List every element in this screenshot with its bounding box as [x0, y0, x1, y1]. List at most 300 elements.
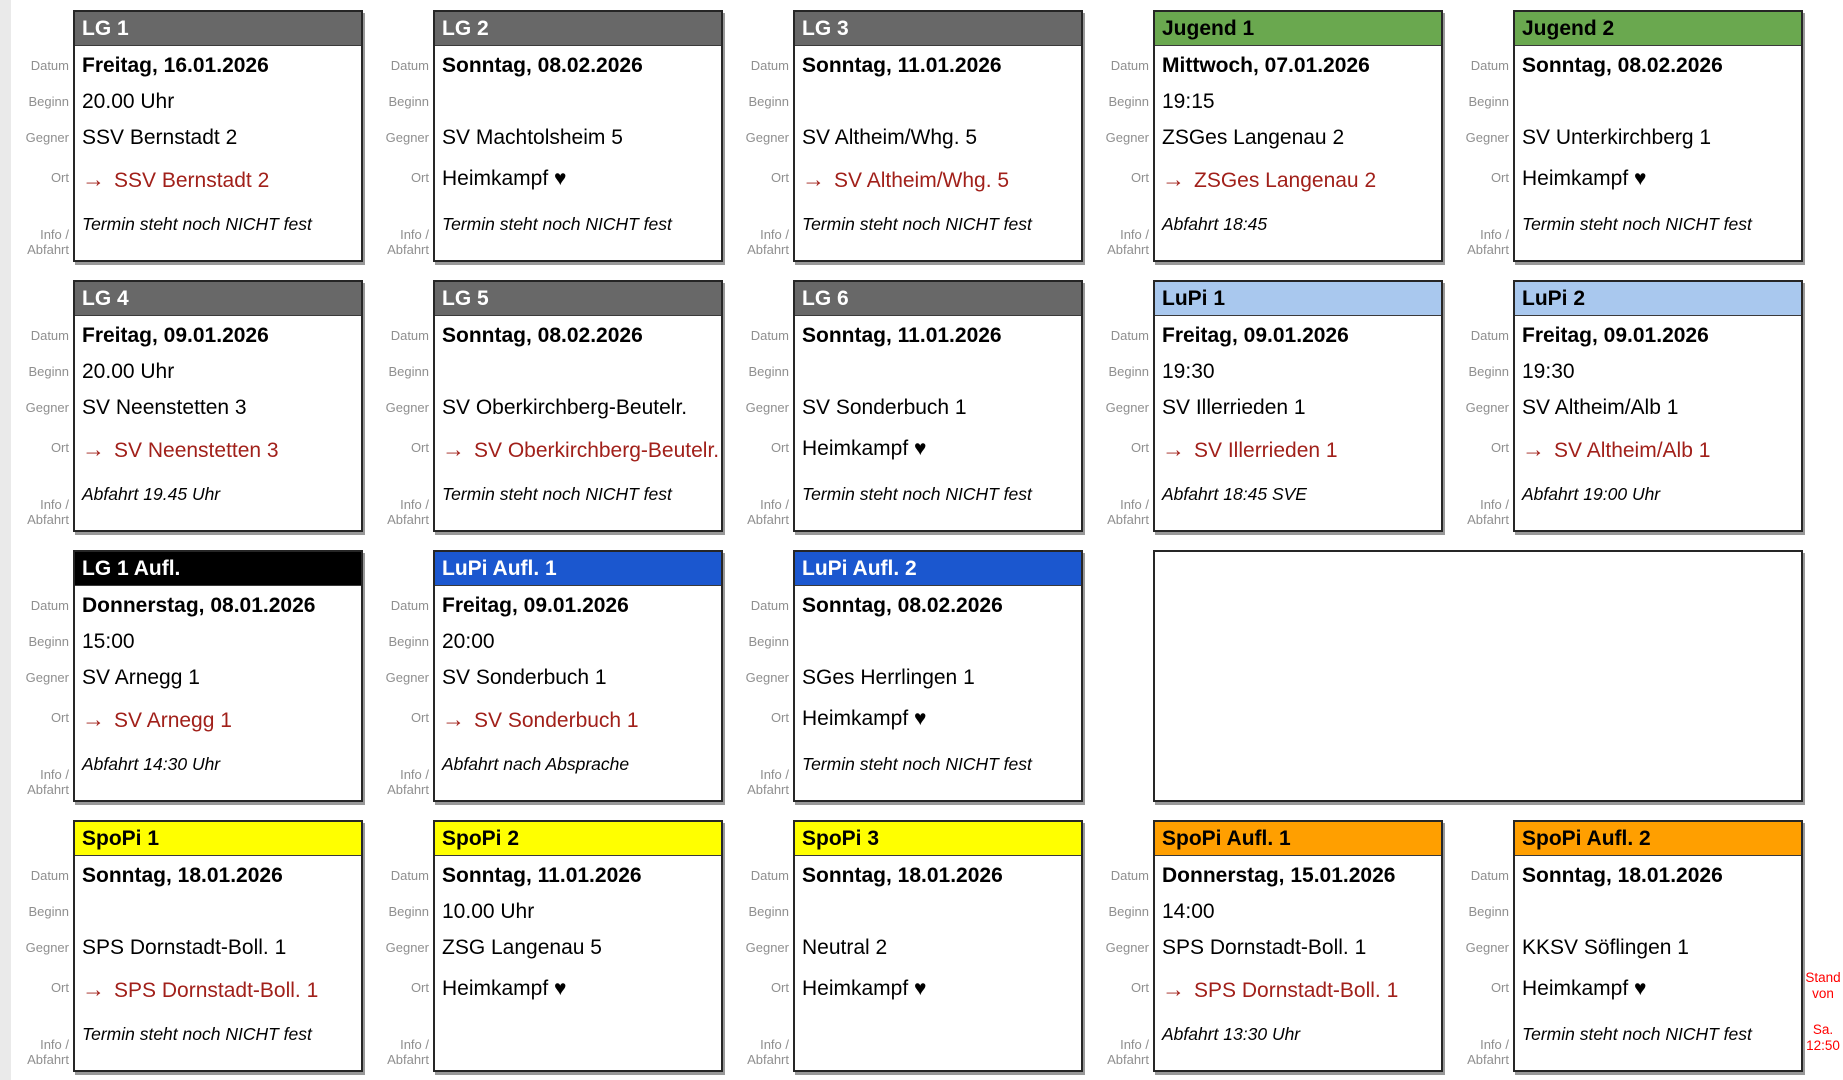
location-link[interactable]: [1515, 428, 1801, 470]
match-time: [1515, 894, 1801, 930]
match-date: Sonntag, 18.01.2026: [802, 864, 1003, 887]
location-text: Heimkampf ♥: [802, 437, 927, 460]
label-gegner: Gegner: [1465, 400, 1509, 415]
label-info-abfahrt: [717, 227, 789, 257]
label-ort: Ort: [770, 170, 789, 185]
location-text: SSV Bernstadt 2: [114, 169, 270, 192]
label-info-abfahrt: [357, 1037, 429, 1067]
label-info-line1: Info /: [400, 497, 429, 512]
label-gegner: Gegner: [1105, 940, 1149, 955]
match-card-lupi-1: [1105, 280, 1443, 532]
match-date: Freitag, 09.01.2026: [1162, 324, 1349, 347]
label-info-abfahrt: [1437, 1037, 1509, 1067]
label-datum: Datum: [30, 868, 69, 883]
location-line: [795, 428, 1081, 470]
row-labels: [717, 12, 789, 260]
label-beginn: Beginn: [28, 94, 69, 109]
label-beginn: Beginn: [1468, 94, 1509, 109]
match-card-lg-3: [745, 10, 1083, 262]
opponent-name: SGes Herrlingen 1: [802, 666, 975, 689]
info-abfahrt-note: Abfahrt 19.45 Uhr: [82, 484, 221, 504]
label-info-line2: Abfahrt: [387, 242, 429, 257]
label-gegner: Gegner: [25, 400, 69, 415]
label-datum: Datum: [1110, 58, 1149, 73]
label-info-line1: Info /: [1480, 227, 1509, 242]
label-ort: Ort: [1130, 980, 1149, 995]
card-body: [435, 586, 721, 800]
label-info-line1: Info /: [760, 497, 789, 512]
label-info-line2: Abfahrt: [27, 1052, 69, 1067]
away-arrow-icon: →: [1162, 436, 1185, 462]
stand-note: [1803, 970, 1843, 1054]
label-beginn: Beginn: [28, 364, 69, 379]
label-info-line1: Info /: [400, 767, 429, 782]
stand-note-gap: [1803, 1002, 1843, 1022]
card-body: [1155, 46, 1441, 260]
location-link[interactable]: [795, 158, 1081, 200]
match-date: Donnerstag, 15.01.2026: [1162, 864, 1396, 887]
team-header: SpoPi 2: [435, 822, 721, 856]
label-gegner: Gegner: [385, 940, 429, 955]
label-gegner: Gegner: [745, 130, 789, 145]
opponent-name: SV Sonderbuch 1: [442, 666, 607, 689]
team-header: LuPi Aufl. 1: [435, 552, 721, 586]
label-info-line2: Abfahrt: [27, 512, 69, 527]
match-time: [435, 354, 721, 390]
label-info-line2: Abfahrt: [27, 782, 69, 797]
info-abfahrt-note: Termin steht noch NICHT fest: [802, 214, 1032, 234]
label-info-line2: Abfahrt: [27, 242, 69, 257]
team-header: LG 1: [75, 12, 361, 46]
card-body: [795, 586, 1081, 800]
label-info-line1: Info /: [1120, 497, 1149, 512]
match-date: Sonntag, 08.02.2026: [802, 594, 1003, 617]
label-info-line1: Info /: [760, 1037, 789, 1052]
label-info-abfahrt: [1077, 497, 1149, 527]
label-datum: Datum: [750, 58, 789, 73]
label-info-line2: Abfahrt: [747, 1052, 789, 1067]
opponent-name: SPS Dornstadt-Boll. 1: [82, 936, 287, 959]
away-arrow-icon: →: [442, 706, 465, 732]
info-abfahrt-note: Termin steht noch NICHT fest: [1522, 214, 1752, 234]
label-beginn: Beginn: [28, 634, 69, 649]
label-beginn: Beginn: [28, 904, 69, 919]
match-card-lg-5: [385, 280, 723, 532]
label-beginn: Beginn: [748, 904, 789, 919]
label-gegner: Gegner: [1465, 130, 1509, 145]
label-info-line2: Abfahrt: [1107, 1052, 1149, 1067]
label-ort: Ort: [50, 710, 69, 725]
row-labels: [1437, 822, 1509, 1070]
label-info-line2: Abfahrt: [1467, 512, 1509, 527]
label-datum: Datum: [750, 328, 789, 343]
label-beginn: Beginn: [1108, 364, 1149, 379]
team-header: LuPi 2: [1515, 282, 1801, 316]
away-arrow-icon: →: [82, 976, 105, 1002]
away-arrow-icon: →: [802, 166, 825, 192]
empty-schedule-cell: [1153, 550, 1803, 802]
label-gegner: Gegner: [385, 130, 429, 145]
team-header: LG 4: [75, 282, 361, 316]
label-info-abfahrt: [717, 497, 789, 527]
location-text: SPS Dornstadt-Boll. 1: [1194, 979, 1399, 1002]
match-card-lupi-aufl-2: [745, 550, 1083, 802]
info-abfahrt-note: Abfahrt 19:00 Uhr: [1522, 484, 1661, 504]
row-labels: [717, 822, 789, 1070]
label-info-abfahrt: [0, 497, 69, 527]
location-line: [1515, 968, 1801, 1010]
label-gegner: Gegner: [25, 670, 69, 685]
label-info-line1: Info /: [760, 767, 789, 782]
location-line: [795, 698, 1081, 740]
match-date: Sonntag, 08.02.2026: [442, 54, 643, 77]
team-header: LG 1 Aufl.: [75, 552, 361, 586]
info-abfahrt-note: [795, 1022, 1081, 1046]
team-header: LuPi 1: [1155, 282, 1441, 316]
label-info-abfahrt: [0, 227, 69, 257]
team-header: LG 5: [435, 282, 721, 316]
match-date: Sonntag, 11.01.2026: [802, 54, 1002, 77]
label-ort: Ort: [410, 980, 429, 995]
opponent-name: SV Arnegg 1: [82, 666, 200, 689]
label-gegner: Gegner: [385, 400, 429, 415]
location-text: SV Altheim/Alb 1: [1554, 439, 1711, 462]
location-text: Heimkampf ♥: [802, 707, 927, 730]
location-text: Heimkampf ♥: [1522, 977, 1647, 1000]
label-datum: Datum: [1470, 328, 1509, 343]
location-text: Heimkampf ♥: [442, 167, 567, 190]
label-info-abfahrt: [1437, 227, 1509, 257]
away-arrow-icon: →: [442, 436, 465, 462]
location-text: SV Oberkirchberg-Beutelr.: [474, 439, 720, 462]
location-link[interactable]: [75, 698, 361, 740]
info-abfahrt-note: Termin steht noch NICHT fest: [442, 484, 672, 504]
opponent-name: SV Altheim/Alb 1: [1522, 396, 1679, 419]
match-time: [795, 84, 1081, 120]
card-body: [75, 586, 361, 800]
opponent-name: SV Unterkirchberg 1: [1522, 126, 1712, 149]
location-text: Heimkampf ♥: [802, 977, 927, 1000]
location-link[interactable]: [75, 428, 361, 470]
match-date: Sonntag, 11.01.2026: [442, 864, 642, 887]
label-info-line2: Abfahrt: [387, 782, 429, 797]
label-datum: Datum: [750, 598, 789, 613]
opponent-name: SV Illerrieden 1: [1162, 396, 1306, 419]
label-ort: Ort: [1490, 440, 1509, 455]
label-datum: Datum: [390, 58, 429, 73]
label-info-line1: Info /: [40, 227, 69, 242]
match-card-spopi-1: [25, 820, 363, 1072]
info-abfahrt-note: Termin steht noch NICHT fest: [1522, 1024, 1752, 1044]
opponent-name: ZSGes Langenau 2: [1162, 126, 1345, 149]
location-link[interactable]: [75, 968, 361, 1010]
label-info-line2: Abfahrt: [747, 242, 789, 257]
card-body: [795, 316, 1081, 530]
label-beginn: Beginn: [748, 364, 789, 379]
card-body: [435, 856, 721, 1070]
row-labels: [1437, 12, 1509, 260]
card-body: [795, 46, 1081, 260]
card-body: [795, 856, 1081, 1070]
away-arrow-icon: →: [1162, 166, 1185, 192]
opponent-name: ZSG Langenau 5: [442, 936, 602, 959]
info-abfahrt-note: Abfahrt nach Absprache: [442, 754, 630, 774]
match-date: Sonntag, 08.02.2026: [1522, 54, 1723, 77]
location-link[interactable]: [435, 428, 721, 470]
away-arrow-icon: →: [1522, 436, 1545, 462]
opponent-name: KKSV Söflingen 1: [1522, 936, 1689, 959]
row-labels: [357, 552, 429, 800]
team-header: LG 6: [795, 282, 1081, 316]
label-info-line2: Abfahrt: [747, 782, 789, 797]
label-info-line2: Abfahrt: [387, 1052, 429, 1067]
match-time: [795, 354, 1081, 390]
match-card-lg-1-aufl: [25, 550, 363, 802]
row-labels: [0, 282, 69, 530]
label-info-abfahrt: [1077, 227, 1149, 257]
team-header: SpoPi 3: [795, 822, 1081, 856]
match-date: Sonntag, 08.02.2026: [442, 324, 643, 347]
match-card-jugend-2: [1465, 10, 1803, 262]
away-arrow-icon: →: [1162, 976, 1185, 1002]
location-link[interactable]: [75, 158, 361, 200]
label-info-abfahrt: [1437, 497, 1509, 527]
label-datum: Datum: [1110, 328, 1149, 343]
match-card-spopi-3: [745, 820, 1083, 1072]
row-labels: [717, 552, 789, 800]
info-abfahrt-note: Termin steht noch NICHT fest: [442, 214, 672, 234]
location-line: [1515, 158, 1801, 200]
label-datum: Datum: [390, 598, 429, 613]
label-gegner: Gegner: [1105, 400, 1149, 415]
label-info-line1: Info /: [40, 497, 69, 512]
label-info-line2: Abfahrt: [747, 512, 789, 527]
match-card-spopi-aufl-2: [1465, 820, 1803, 1072]
location-line: [795, 968, 1081, 1010]
label-info-line1: Info /: [1120, 227, 1149, 242]
match-date: Freitag, 09.01.2026: [1522, 324, 1709, 347]
label-ort: Ort: [770, 440, 789, 455]
match-card-spopi-2: [385, 820, 723, 1072]
label-beginn: Beginn: [1108, 904, 1149, 919]
stand-note-line: Sa.: [1812, 1022, 1834, 1037]
match-date: Sonntag, 18.01.2026: [1522, 864, 1723, 887]
info-abfahrt-note: [435, 1022, 721, 1046]
match-date: Sonntag, 11.01.2026: [802, 324, 1002, 347]
info-abfahrt-note: Abfahrt 18:45: [1162, 214, 1268, 234]
label-info-abfahrt: [0, 767, 69, 797]
match-date: Freitag, 16.01.2026: [82, 54, 269, 77]
label-beginn: Beginn: [1108, 94, 1149, 109]
info-abfahrt-note: Termin steht noch NICHT fest: [82, 1024, 312, 1044]
label-beginn: Beginn: [1468, 364, 1509, 379]
match-card-jugend-1: [1105, 10, 1443, 262]
label-gegner: Gegner: [745, 670, 789, 685]
row-labels: [717, 282, 789, 530]
row-labels: [0, 12, 69, 260]
card-body: [1515, 316, 1801, 530]
match-time: [1515, 84, 1801, 120]
label-gegner: Gegner: [25, 940, 69, 955]
match-card-lupi-2: [1465, 280, 1803, 532]
match-time: [795, 894, 1081, 930]
match-time: [795, 624, 1081, 660]
opponent-name: SV Oberkirchberg-Beutelr.: [442, 396, 688, 419]
label-beginn: Beginn: [388, 94, 429, 109]
team-header: Jugend 1: [1155, 12, 1441, 46]
card-body: [435, 46, 721, 260]
info-abfahrt-note: Termin steht noch NICHT fest: [82, 214, 312, 234]
location-line: [435, 158, 721, 200]
row-labels: [357, 282, 429, 530]
label-datum: Datum: [30, 58, 69, 73]
row-labels: [0, 552, 69, 800]
away-arrow-icon: →: [82, 706, 105, 732]
label-info-abfahrt: [357, 767, 429, 797]
label-info-abfahrt: [357, 227, 429, 257]
location-text: SV Arnegg 1: [114, 709, 232, 732]
card-body: [1515, 856, 1801, 1070]
label-info-abfahrt: [717, 1037, 789, 1067]
label-beginn: Beginn: [1468, 904, 1509, 919]
match-card-lg-1: [25, 10, 363, 262]
label-datum: Datum: [390, 868, 429, 883]
label-ort: Ort: [1490, 980, 1509, 995]
away-arrow-icon: →: [82, 166, 105, 192]
label-ort: Ort: [50, 980, 69, 995]
info-abfahrt-note: Abfahrt 18:45 SVE: [1162, 484, 1307, 504]
match-time: 14:00: [1162, 900, 1215, 923]
match-card-lg-2: [385, 10, 723, 262]
label-datum: Datum: [30, 598, 69, 613]
label-info-line1: Info /: [760, 227, 789, 242]
label-beginn: Beginn: [748, 94, 789, 109]
label-info-line2: Abfahrt: [1467, 1052, 1509, 1067]
label-ort: Ort: [1130, 440, 1149, 455]
label-info-line2: Abfahrt: [1107, 512, 1149, 527]
team-header: LuPi Aufl. 2: [795, 552, 1081, 586]
label-ort: Ort: [50, 170, 69, 185]
label-ort: Ort: [410, 170, 429, 185]
label-info-line1: Info /: [1480, 1037, 1509, 1052]
match-time: 10.00 Uhr: [442, 900, 535, 923]
label-ort: Ort: [1490, 170, 1509, 185]
info-abfahrt-note: Termin steht noch NICHT fest: [802, 484, 1032, 504]
card-body: [75, 46, 361, 260]
match-card-lg-4: [25, 280, 363, 532]
card-body: [75, 316, 361, 530]
label-datum: Datum: [1470, 58, 1509, 73]
label-info-line2: Abfahrt: [387, 512, 429, 527]
location-text: SV Sonderbuch 1: [474, 709, 639, 732]
match-time: [435, 84, 721, 120]
team-header: LG 3: [795, 12, 1081, 46]
label-datum: Datum: [1470, 868, 1509, 883]
location-link[interactable]: [1155, 158, 1441, 200]
away-arrow-icon: →: [82, 436, 105, 462]
row-labels: [1077, 282, 1149, 530]
opponent-name: SV Altheim/Whg. 5: [802, 126, 978, 149]
match-time: [75, 894, 361, 930]
row-labels: [1077, 822, 1149, 1070]
label-info-line1: Info /: [400, 1037, 429, 1052]
team-header: SpoPi Aufl. 2: [1515, 822, 1801, 856]
stand-note-line: Stand: [1805, 970, 1841, 985]
row-labels: [1077, 12, 1149, 260]
opponent-name: SV Machtolsheim 5: [442, 126, 623, 149]
label-info-abfahrt: [717, 767, 789, 797]
location-text: SV Neenstetten 3: [114, 439, 279, 462]
label-info-abfahrt: [357, 497, 429, 527]
label-info-line1: Info /: [40, 767, 69, 782]
match-card-lupi-aufl-1: [385, 550, 723, 802]
label-datum: Datum: [30, 328, 69, 343]
card-body: [1155, 316, 1441, 530]
label-beginn: Beginn: [388, 364, 429, 379]
label-info-line2: Abfahrt: [1467, 242, 1509, 257]
location-text: SPS Dornstadt-Boll. 1: [114, 979, 319, 1002]
team-header: LG 2: [435, 12, 721, 46]
label-gegner: Gegner: [385, 670, 429, 685]
info-abfahrt-note: Termin steht noch NICHT fest: [802, 754, 1032, 774]
match-date: Freitag, 09.01.2026: [442, 594, 629, 617]
label-beginn: Beginn: [748, 634, 789, 649]
info-abfahrt-note: Abfahrt 14:30 Uhr: [82, 754, 221, 774]
label-ort: Ort: [770, 980, 789, 995]
match-time: 19:30: [1522, 360, 1575, 383]
label-datum: Datum: [750, 868, 789, 883]
match-date: Mittwoch, 07.01.2026: [1162, 54, 1370, 77]
label-gegner: Gegner: [1465, 940, 1509, 955]
label-beginn: Beginn: [388, 634, 429, 649]
match-time: 15:00: [82, 630, 135, 653]
stand-note-line: von: [1812, 986, 1834, 1001]
row-labels: [357, 12, 429, 260]
opponent-name: SV Neenstetten 3: [82, 396, 247, 419]
label-ort: Ort: [410, 710, 429, 725]
match-date: Sonntag, 18.01.2026: [82, 864, 283, 887]
location-link[interactable]: [435, 698, 721, 740]
label-ort: Ort: [410, 440, 429, 455]
label-ort: Ort: [50, 440, 69, 455]
match-card-lg-6: [745, 280, 1083, 532]
location-link[interactable]: [1155, 968, 1441, 1010]
label-info-line1: Info /: [400, 227, 429, 242]
opponent-name: SPS Dornstadt-Boll. 1: [1162, 936, 1367, 959]
label-datum: Datum: [390, 328, 429, 343]
location-line: [435, 968, 721, 1010]
location-link[interactable]: [1155, 428, 1441, 470]
label-info-line1: Info /: [40, 1037, 69, 1052]
location-text: ZSGes Langenau 2: [1194, 169, 1377, 192]
opponent-name: SV Sonderbuch 1: [802, 396, 967, 419]
stand-note-line: 12:50: [1806, 1038, 1840, 1053]
team-header: SpoPi 1: [75, 822, 361, 856]
label-gegner: Gegner: [745, 940, 789, 955]
label-gegner: Gegner: [745, 400, 789, 415]
card-body: [1155, 856, 1441, 1070]
match-time: 19:30: [1162, 360, 1215, 383]
match-card-spopi-aufl-1: [1105, 820, 1443, 1072]
label-datum: Datum: [1110, 868, 1149, 883]
label-ort: Ort: [770, 710, 789, 725]
label-info-line1: Info /: [1120, 1037, 1149, 1052]
opponent-name: Neutral 2: [802, 936, 888, 959]
row-labels: [0, 822, 69, 1070]
label-info-abfahrt: [1077, 1037, 1149, 1067]
card-body: [1515, 46, 1801, 260]
match-time: 19:15: [1162, 90, 1215, 113]
